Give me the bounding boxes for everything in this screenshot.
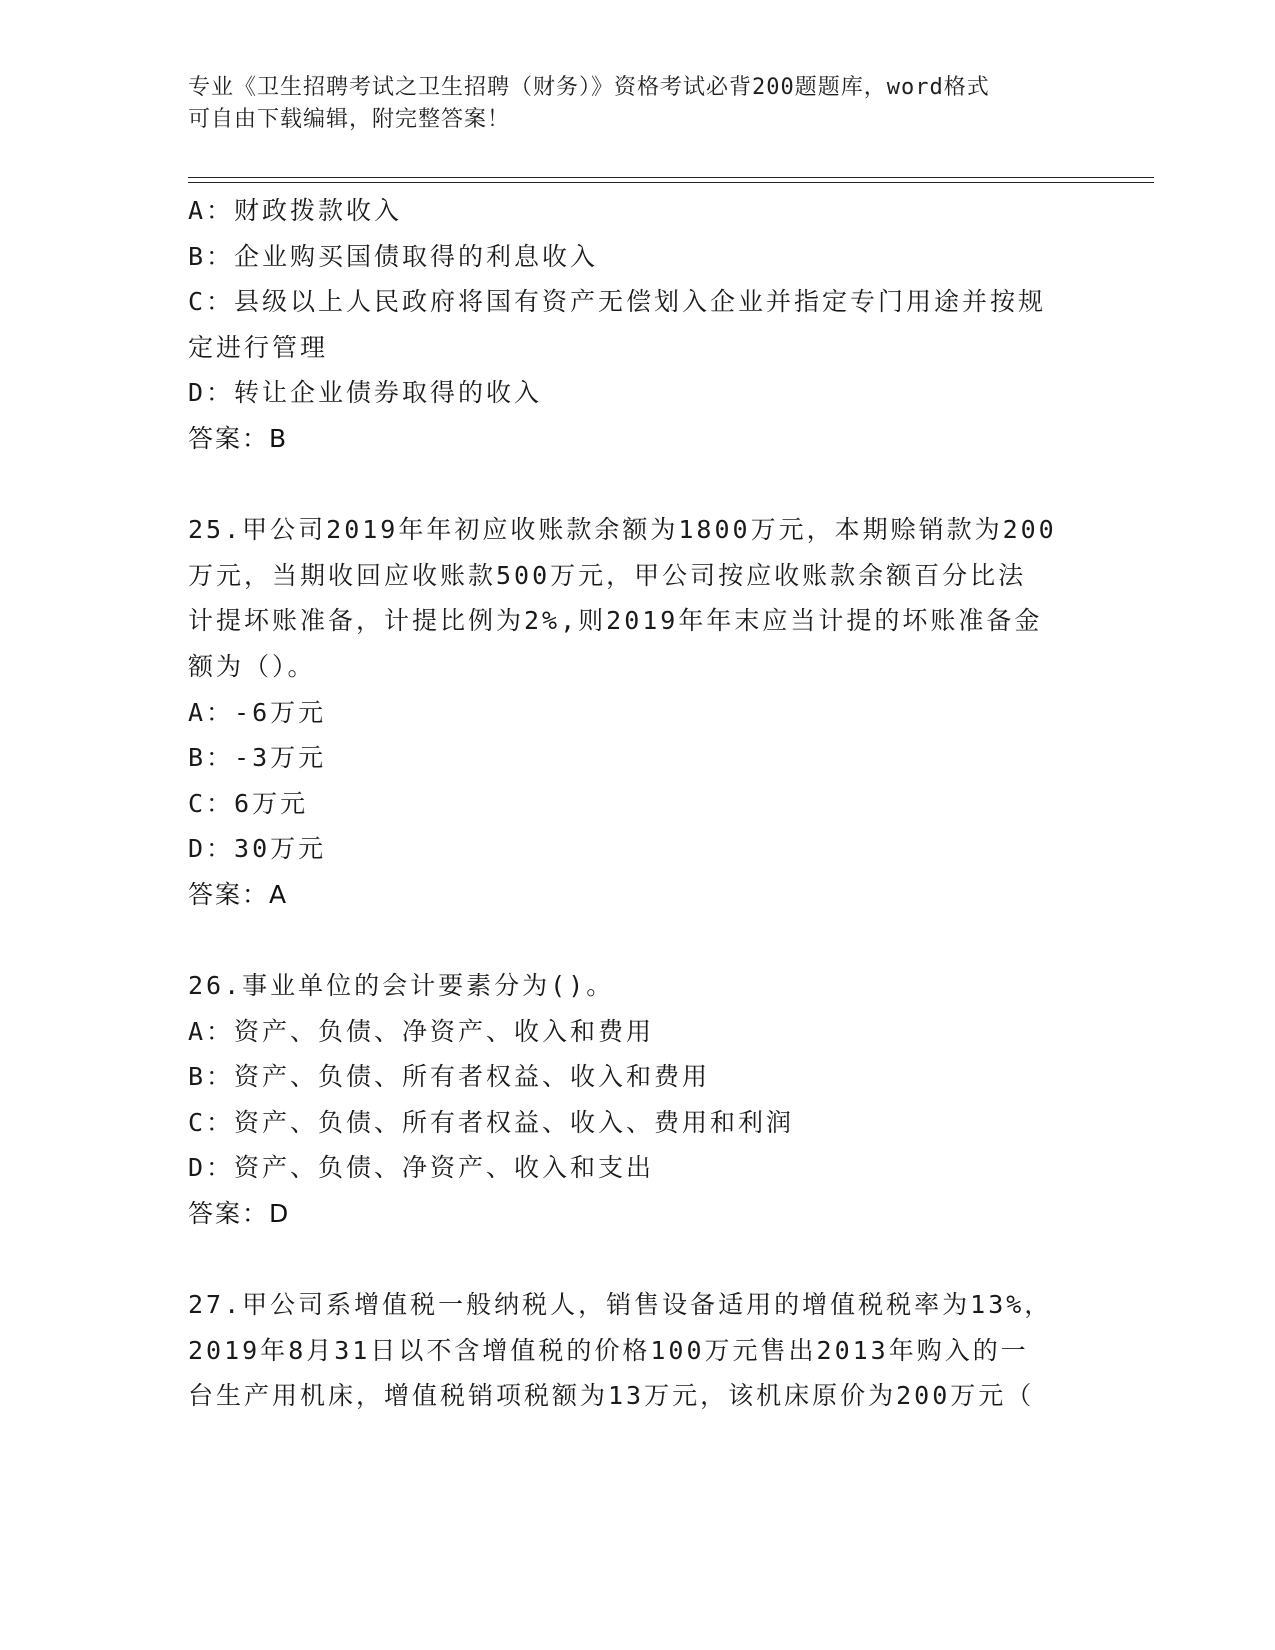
option-c: C：县级以上人民政府将国有资产无偿划入企业并指定专门用途并按规	[188, 287, 1047, 317]
answer: 答案：B	[188, 423, 289, 453]
option-c: C：资产、负债、所有者权益、收入、费用和利润	[188, 1107, 795, 1137]
option-d: D：30万元	[188, 834, 327, 864]
question-stem-line: 额为（）。	[188, 651, 316, 681]
option-d: D：资产、负债、净资产、收入和支出	[188, 1153, 655, 1183]
option-b: B：企业购买国债取得的利息收入	[188, 241, 599, 271]
question-stem-line: 26.事业单位的会计要素分为()。	[188, 971, 615, 1001]
option-a: A：财政拨款收入	[188, 196, 403, 225]
header-divider-bottom	[188, 182, 1154, 183]
question-stem-line: 27.甲公司系增值税一般纳税人，销售设备适用的增值税税率为13%，	[188, 1290, 1053, 1320]
header-line-1: 专业《卫生招聘考试之卫生招聘（财务）》资格考试必背200题题库，word格式	[188, 75, 990, 100]
question-stem-line: 台生产用机床，增值税销项税额为13万元，该机床原价为200万元（	[188, 1381, 1035, 1411]
option-c: C：6万元	[188, 788, 309, 818]
question-24	[188, 188, 1088, 462]
spacer	[188, 1237, 1088, 1283]
option-d: D：转让企业债券取得的收入	[188, 378, 543, 408]
header-line-2: 可自由下载编辑，附完整答案！	[188, 107, 511, 132]
question-stem-line: 万元，当期收回应收账款500万元，甲公司按应收账款余额百分比法	[188, 560, 1027, 590]
question-stem-line: 2019年8月31日以不含增值税的价格100万元售出2013年购入的一	[188, 1335, 1029, 1365]
document-body	[188, 188, 1088, 1419]
spacer	[188, 462, 1088, 508]
document-header	[188, 72, 1068, 136]
question-stem-line: 计提坏账准备，计提比例为2%,则2019年年末应当计提的坏账准备金	[188, 606, 1043, 636]
answer: 答案：A	[188, 879, 289, 909]
option-a: A：资产、负债、净资产、收入和费用	[188, 1016, 655, 1046]
question-stem-line: 25.甲公司2019年年初应收账款余额为1800万元，本期赊销款为200	[188, 515, 1057, 545]
option-a: A：-6万元	[188, 697, 327, 727]
question-27	[188, 1282, 1088, 1419]
option-b: B：-3万元	[188, 743, 327, 773]
question-26	[188, 963, 1088, 1237]
spacer	[188, 918, 1088, 964]
header-divider-top	[188, 177, 1154, 178]
question-25	[188, 507, 1088, 917]
option-b: B：资产、负债、所有者权益、收入和费用	[188, 1062, 711, 1092]
answer: 答案：D	[188, 1199, 291, 1229]
option-c-continued: 定进行管理	[188, 332, 329, 362]
